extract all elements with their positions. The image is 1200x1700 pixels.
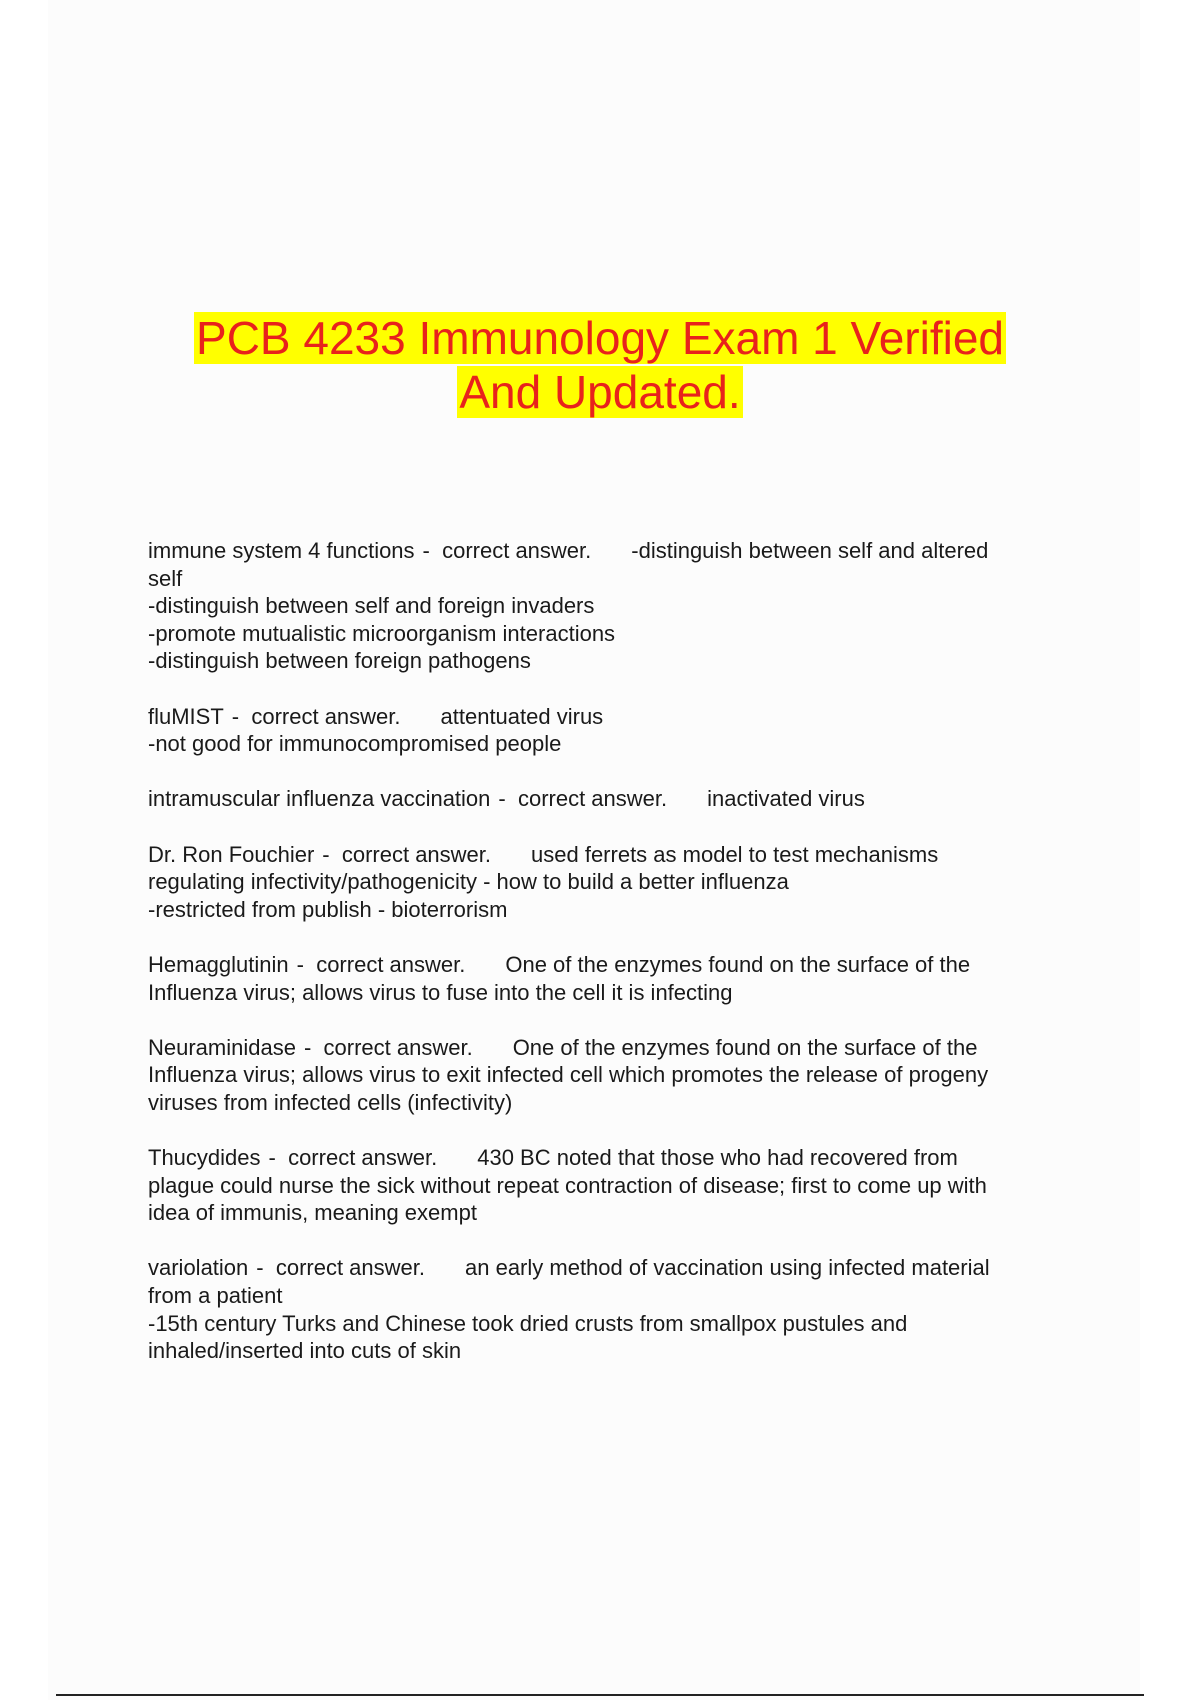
entry-separator: - correct answer.	[498, 786, 668, 812]
entry-first-line	[148, 703, 1078, 731]
flashcard-entry	[148, 951, 1078, 1006]
title-line-1: PCB 4233 Immunology Exam 1 Verified	[196, 312, 1004, 364]
title-line-2: And Updated.	[459, 366, 741, 418]
entry-line: -15th century Turks and Chinese took dried crusts from smallpox pustules and	[148, 1310, 908, 1336]
entry-separator: - correct answer.	[268, 1145, 438, 1171]
entry-separator: - correct answer.	[303, 1034, 473, 1060]
entry-line: Influenza virus; allows virus to fuse into the cell it is infecting	[148, 979, 733, 1005]
flashcard-entry	[148, 785, 1078, 813]
entry-answer: an early method of vaccination using infected material	[465, 1255, 990, 1281]
entry-answer: One of the enzymes found on the surface of the	[505, 951, 971, 977]
entry-first-line	[148, 537, 1078, 565]
entry-separator: - correct answer.	[231, 703, 401, 729]
entry-first-line	[148, 785, 1078, 813]
entry-line: from a patient	[148, 1283, 283, 1309]
entry-first-line	[148, 1254, 1078, 1282]
entry-line: -distinguish between self and foreign invaders	[148, 593, 595, 619]
entry-line: -promote mutualistic microorganism interactions	[148, 620, 616, 646]
entry-answer: -distinguish between self and altered	[631, 538, 989, 563]
entry-line: Influenza virus; allows virus to exit infected cell which promotes the release of progeny	[148, 1062, 989, 1088]
flashcard-entry	[148, 537, 1078, 675]
entry-term: Thucydides	[148, 1145, 261, 1171]
entry-first-line	[148, 951, 1078, 979]
entry-line: inhaled/inserted into cuts of skin	[148, 1338, 462, 1364]
entry-answer: attentuated virus	[440, 703, 604, 729]
entry-first-line	[148, 841, 1078, 869]
entry-term: immune system 4 functions	[148, 538, 415, 563]
entry-line: idea of immunis, meaning exempt	[148, 1200, 477, 1226]
flashcard-entry	[148, 1034, 1078, 1117]
entry-answer: 430 BC noted that those who had recovered from	[477, 1145, 958, 1171]
entry-first-line	[148, 1034, 1078, 1062]
entry-separator: - correct answer.	[422, 538, 592, 563]
entry-answer: inactivated virus	[707, 786, 865, 812]
entry-separator: - correct answer.	[322, 841, 492, 867]
entry-term: intramuscular influenza vaccination	[148, 786, 491, 812]
entry-line: regulating infectivity/pathogenicity - how to build a better influenza	[148, 869, 789, 895]
entry-line: viruses from infected cells (infectivity)	[148, 1089, 513, 1115]
entry-term: Hemagglutinin	[148, 951, 289, 977]
flashcard-entry	[148, 703, 1078, 758]
flashcard-list	[148, 537, 1078, 1392]
entry-separator: - correct answer.	[296, 951, 466, 977]
entry-term: Neuraminidase	[148, 1034, 296, 1060]
entry-line: -not good for immunocompromised people	[148, 731, 562, 757]
entry-term: Dr. Ron Fouchier	[148, 841, 315, 867]
document-title	[0, 312, 1200, 420]
entry-line: -restricted from publish - bioterrorism	[148, 896, 508, 922]
entry-answer: used ferrets as model to test mechanisms	[531, 841, 939, 867]
entry-term: fluMIST	[148, 703, 224, 729]
footer-divider	[56, 1694, 1144, 1696]
flashcard-entry	[148, 1254, 1078, 1364]
flashcard-entry	[148, 841, 1078, 924]
entry-answer: One of the enzymes found on the surface of the	[512, 1034, 978, 1060]
entry-line: self	[148, 565, 183, 591]
flashcard-entry	[148, 1144, 1078, 1227]
entry-line: -distinguish between foreign pathogens	[148, 648, 531, 674]
entry-first-line	[148, 1144, 1078, 1172]
entry-separator: - correct answer.	[256, 1255, 425, 1281]
entry-term: variolation	[148, 1255, 249, 1281]
entry-line: plague could nurse the sick without repeat contraction of disease; first to come up with	[148, 1172, 987, 1198]
